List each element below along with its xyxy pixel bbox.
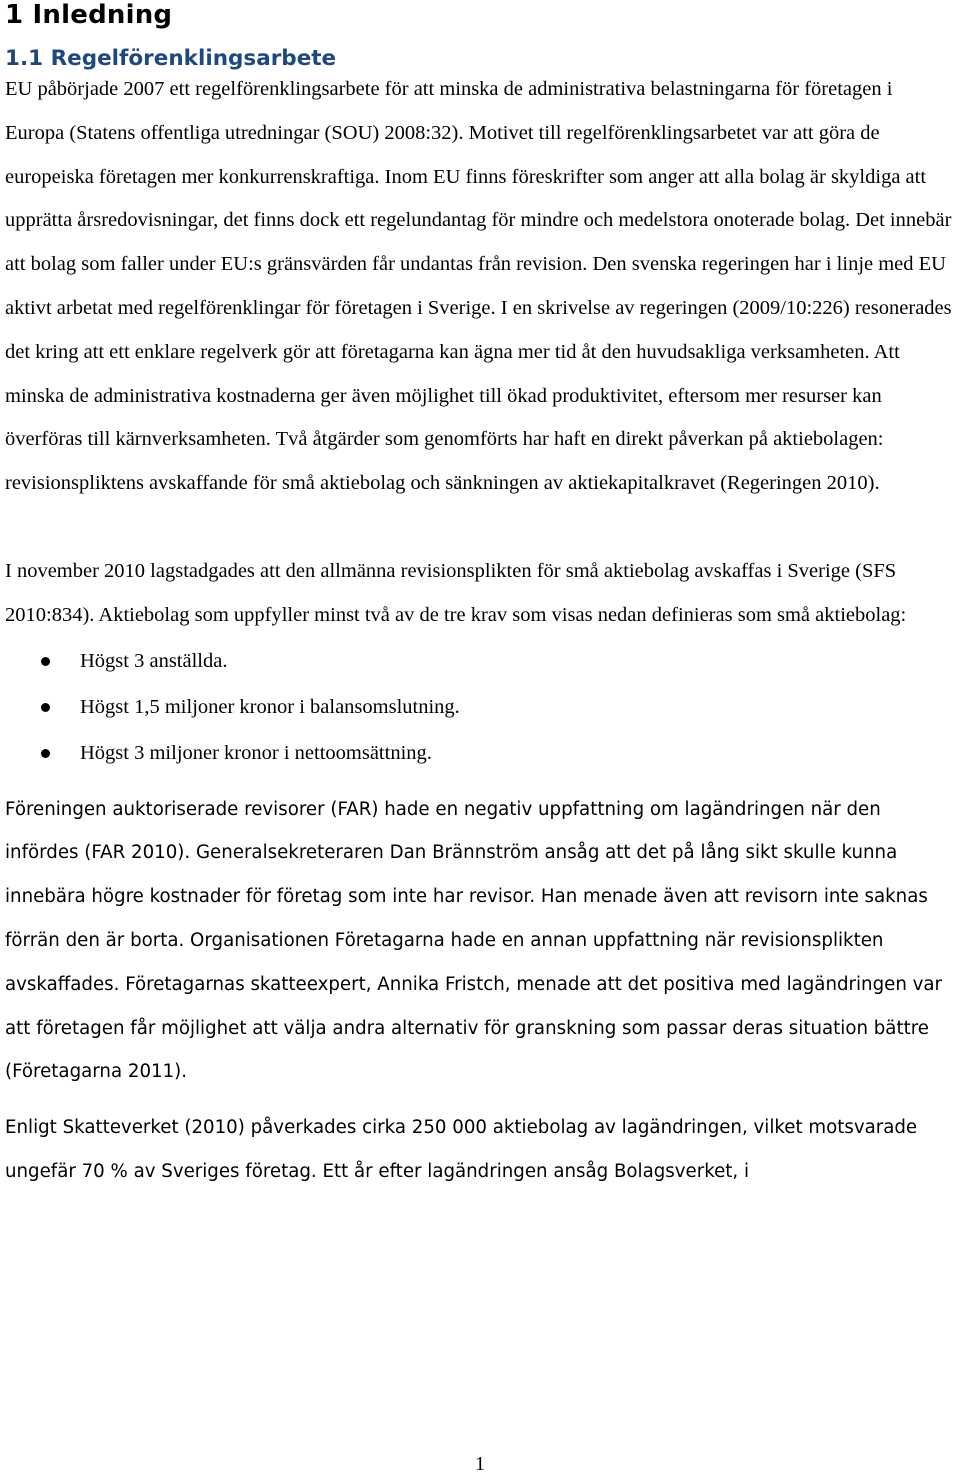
document-page [5,0,955,1194]
paragraph-skatteverket: Enligt Skatteverket (2010) påverkades cirka 250 000 aktiebolag av lagändringen, vilket motsvarade ungefär 70 % av Sveriges företag. Ett år efter lagändringen ansåg Bolagsverket, i [5,1117,918,1182]
bullet-icon [41,657,50,666]
list-item-text: Högst 3 miljoner kronor i nettoomsättning. [80,741,432,764]
criteria-list [5,638,955,776]
paragraph-far-opinion: Föreningen auktoriserade revisorer (FAR) hade en negativ uppfattning om lagändringen när den infördes (FAR 2010). Generalsekreteraren Dan Brännström ansåg att det på lång sikt skulle kunna innebära högre kostnader för företag som inte har revisor. Han menade även att revisorn inte saknas förrän den är borta. Organisationen Företagarna hade en annan uppfattning när revisionsplikten avskaffades. Företagarnas skatteexpert, Annika Fristch, menade att det positiva med lagändringen var att företagen får möjlighet att välja andra alternativ för granskning som passar deras situation bättre (Företagarna 2011). [5,798,943,1083]
paragraph-revisionsplikt: I november 2010 lagstadgades att den allmänna revisionsplikten för små aktiebolag avskaffas i Sverige (SFS 2010:834). Aktiebolag som uppfyller minst två av de tre krav som visas nedan definieras som små aktiebolag: [5,559,907,626]
chapter-heading: 1 Inledning [5,0,173,30]
paragraph-spacer [5,1094,955,1106]
list-item [5,638,955,684]
paragraph-spacer [5,776,955,788]
bullet-icon [41,703,50,712]
list-item-text: Högst 3 anställda. [80,649,228,672]
bullet-icon [41,749,50,758]
page-number: 1 [475,1453,485,1475]
section-heading: 1.1 Regelförenklingsarbete [5,46,337,71]
paragraph-spacer [5,506,955,550]
paragraph-regelforenkling: EU påbörjade 2007 ett regelförenklingsarbete för att minska de administrativa belastningarna för företagen i Europa (Statens offentliga utredningar (SOU) 2008:32). Motivet till regelförenklingsarbetet var att göra de europeiska företagen mer konkurrenskraftiga. Inom EU finns föreskrifter som anger att alla bolag är skyldiga att upprätta årsredovisningar, det finns dock ett regelundantag för mindre och medelstora onoterade bolag. Det innebär att bolag som faller under EU:s gränsvärden får undantas från revision. Den svenska regeringen har i linje med EU aktivt arbetat med regelförenklingar för företagen i Sverige. I en skrivelse av regeringen (2009/10:226) resonerades det kring att ett enklare regelverk gör att företagarna kan ägna mer tid åt den huvudsakliga verksamheten. Att minska de administrativa kostnaderna ger även möjlighet till ökad produktivitet, eftersom mer resurser kan överföras till kärnverksamheten. Två åtgärder som genomförts har haft en direkt påverkan på aktiebolagen: revisionspliktens avskaffande för små aktiebolag och sänkningen av aktiekapitalkravet (Regeringen 2010). [5,78,952,495]
list-item [5,730,955,776]
list-item [5,684,955,730]
list-item-text: Högst 1,5 miljoner kronor i balansomslutning. [80,695,460,718]
